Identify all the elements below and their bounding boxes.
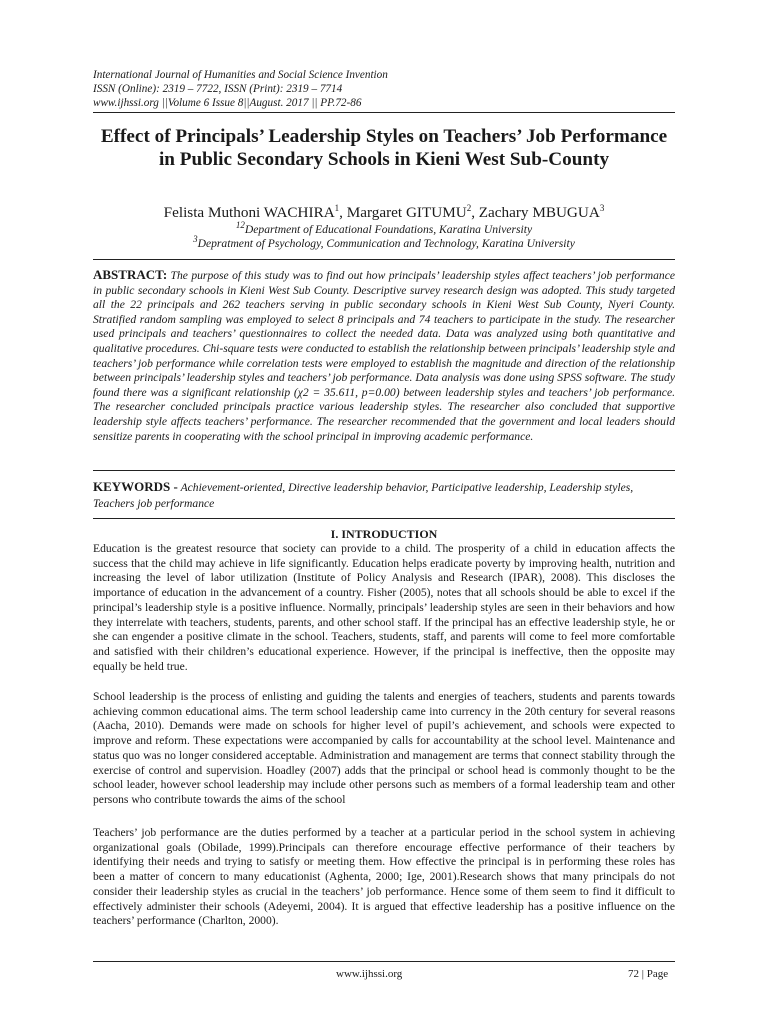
abstract-text: The purpose of this study was to find out how principals’ leadership styles affect teachers’ job performance in public secondary schools in Kieni West Sub County. Descriptive survey research design was adopted. This study targeted all the 22 principals and 262 teachers serving in public secondary schools in Kieni West Sub County, Nyeri County. Stratified random sampling was employed to select 8 principals and 74 teachers to participate in the study. The researcher used principals and teachers’ questionnaires to collect the needed data. Data was analyzed using both quantitative and qualitative procedures. Chi-square tests were conducted to establish the relationship between principals’ leadership style and teachers’ job performance while correlation tests were employed to establish the magnitude and direction of the relationship between principals’ leadership styles and teachers’ job performance. Data analysis was done using SPSS software. The study found there was a significant relationship (χ2 = 35.611, p=0.00) between leadership styles and teachers’ job performance. The researcher concluded principals practice various leadership styles. The researcher also concluded that supportive leadership style affects teachers’ performance. The researcher recommended that the government and local leaders should sensitize parents in cooperating with the school principal in improving academic performance. [93,269,675,443]
footer-url: www.ijhssi.org [336,968,403,980]
author-superscript: 2 [466,202,472,213]
keywords-bottom-divider [93,518,675,519]
section-heading: I. INTRODUCTION [330,527,438,541]
author-name: Margaret GITUMU [346,204,467,221]
header-divider [93,112,675,113]
keywords-divider [93,470,675,471]
body-paragraph: Education is the greatest resource that society can provide to a child. The prosperity of a child in education affects the success that the child may achieve in life significantly. Education helps eradicate poverty by improving health, nutrition and increasing the level of labor utilization (Institute of Policy Analysis and Research (IPAR), 2008). This discloses the importance of education in the advancement of a country. Fisher (2005), notes that all schools should be able to excel if the principal’s leadership style is a positive influence. Normally, principals’ leadership styles are seen in their behaviors and how they interrelate with teachers, students, parents, and other school staff. If the principal has an effective leadership style, he or she can engender a positive climate in the school. Teachers, students, staff, and parents will come to feel more comfortable and satisfied with their children’s educational experience. However, if the principal is ineffective, then the opposite may equally be held true. [93,542,675,673]
author-superscript: 3 [599,202,605,213]
author-separator: , [471,204,479,221]
journal-issn: ISSN (Online): 2319 – 7722, ISSN (Print): 2319 – 7714 [93,83,343,96]
journal-header [93,68,513,111]
abstract-divider [93,259,675,260]
journal-name: International Journal of Humanities and Social Science Invention [93,69,388,81]
paper-title: Effect of Principals’ Leadership Styles on Teachers’ Job Performance in Public Secondary Schools in Kieni West Sub-County [100,126,668,170]
footer-divider [93,961,675,962]
author-separator: , [339,204,347,221]
affiliation [93,234,675,251]
affiliation [93,220,675,237]
abstract-label: ABSTRACT: [93,267,168,282]
affiliation-superscript: 12 [235,220,245,231]
affiliation-superscript: 3 [193,234,198,245]
affiliation-text: Depratment of Psychology, Communication and Technology, Karatina University [197,237,575,250]
author-name: Zachary MBUGUA [478,204,600,221]
body-paragraph: Teachers’ job performance are the duties performed by a teacher at a particular period in the school system in achieving organizational goals (Obilade, 1999).Principals can therefore encourage effective performance of their teachers by identifying their needs and trying to satisfy or meeting them. How effective the principal is in performing these roles has been a matter of concern to many educationist (Aghenta, 2000; Ige, 2001).Research shows that many principals do not consider their leadership styles as crucial in the teachers’ job performance. Hence some of them seem to find it difficult to effectively administer their schools (Adeyemi, 2004). It is argued that effective leadership has a positive influence on the teachers’ performance (Charlton, 2000). [93,826,675,928]
journal-volume: www.ijhssi.org ||Volume 6 Issue 8||August. 2017 || PP.72-86 [93,97,362,110]
keywords-text: Achievement-oriented, Directive leadership behavior, Participative leadership, Leadership styles, Teachers job performance [93,481,634,510]
author-superscript: 1 [334,202,340,213]
footer-page-number: 72 | Page [628,968,669,980]
keywords [93,479,675,512]
keywords-label: KEYWORDS - [93,479,178,494]
author-list [93,204,675,222]
affiliation-text: Department of Educational Foundations, Karatina University [244,223,533,236]
abstract [93,268,675,444]
author-name: Felista Muthoni WACHIRA [163,204,335,221]
body-paragraph: School leadership is the process of enlisting and guiding the talents and energies of teachers, students and parents towards achieving common educational aims. The term school leadership came into currency in the 20th century for several reasons (Aacha, 2010). Demands were made on schools for higher level of pupil’s achievement, and schools were expected to improve and reform. These expectations were accompanied by calls for accountability at the school level. Maintenance and status quo was no longer considered acceptable. Administration and management are terms that connect stability through the exercise of control and supervision. Hoadley (2007) adds that the principal or school head is commonly thought to be the school leader, however school leadership may include other persons such as members of a formal leadership team and other persons who contribute towards the aims of the school [93,690,675,806]
